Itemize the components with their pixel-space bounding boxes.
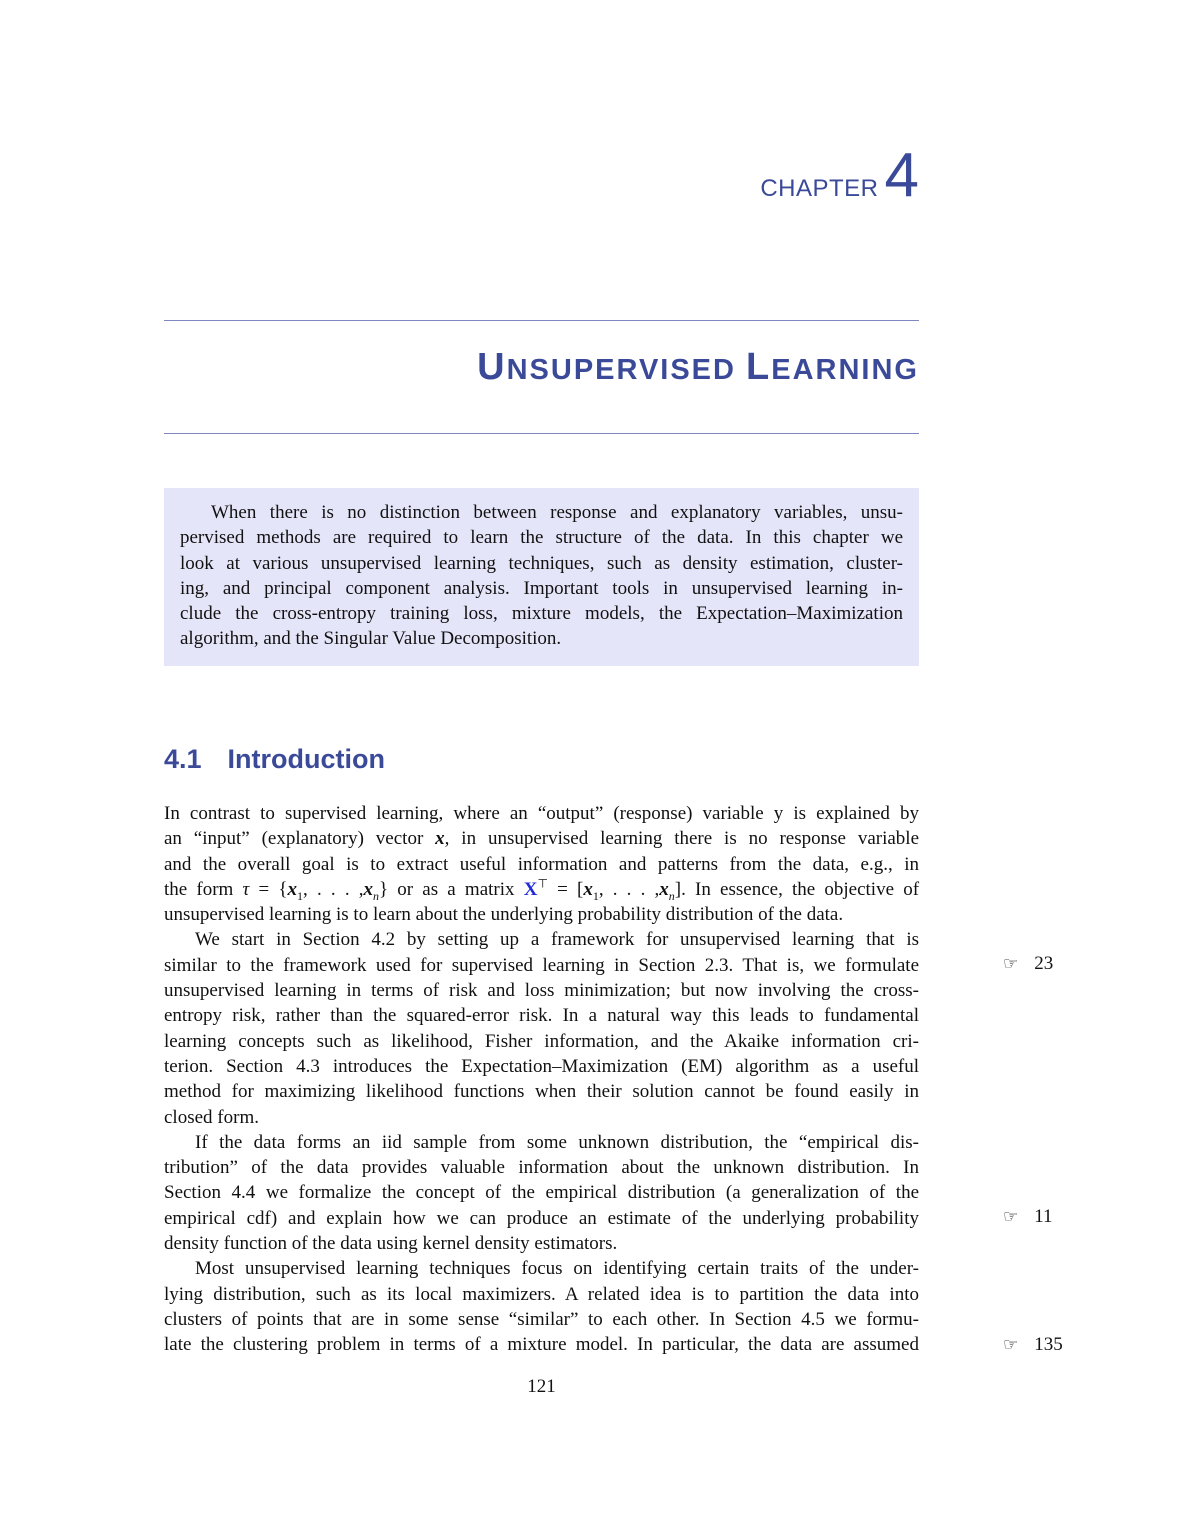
body-text (164, 801, 919, 1358)
abstract-line: look at various unsupervised learning techniques, such as density estimation, cluster- (180, 552, 903, 574)
abstract-line: ing, and principal component analysis. Important tools in unsupervised learning in- (180, 577, 903, 599)
body-line: clusters of points that are in some sense “similar” to each other. In Section 4.5 we formu- (164, 1308, 919, 1330)
body-line: an “input” (explanatory) vector x, in unsupervised learning there is no response variable (164, 828, 920, 850)
body-line: terion. Section 4.3 introduces the Expectation–Maximization (EM) algorithm as a useful (164, 1055, 919, 1077)
pointing-hand-icon: ☞ (1003, 954, 1019, 974)
body-line: entropy risk, rather than the squared-error risk. In a natural way this leads to fundamental (164, 1005, 919, 1027)
body-line: In contrast to supervised learning, where an “output” (response) variable y is explained by (164, 803, 919, 824)
body-line: unsupervised learning in terms of risk and loss minimization; but now involving the cross- (164, 980, 919, 1002)
body-line: the form $\tau = \{x_1$, . . . $,x_n$} or as a matrix $X^⊤ = [x_1$, . . . $,x_n$]. In essence, the objective of (164, 876, 920, 903)
abstract-line: algorithm, and the Singular Value Decomposition. (180, 628, 562, 650)
margin-note: ☞ 135 (1003, 1334, 1063, 1355)
body-line: If the data forms an iid sample from some unknown distribution, the “empirical dis- (195, 1131, 919, 1153)
body-line: closed form. (164, 1106, 259, 1128)
margin-note: ☞ 23 (1003, 953, 1054, 974)
body-line: Most unsupervised learning techniques focus on identifying certain traits of the under- (195, 1258, 919, 1280)
body-line: Section 4.4 we formalize the concept of the empirical distribution (a generalization of the (164, 1182, 919, 1204)
body-line: empirical cdf) and explain how we can produce an estimate of the underlying probability (164, 1207, 919, 1229)
body-line: density function of the data using kernel density estimators. (164, 1233, 618, 1255)
page-number: 121 (527, 1376, 556, 1397)
pointing-hand-icon: ☞ (1003, 1207, 1019, 1227)
bottom-rule (164, 433, 919, 434)
abstract-line: pervised methods are required to learn the structure of the data. In this chapter we (180, 527, 903, 549)
body-line: lying distribution, such as its local maximizers. A related idea is to partition the data into (164, 1283, 919, 1305)
body-line: tribution” of the data provides valuable information about the unknown distribution. In (164, 1157, 919, 1179)
top-rule (164, 320, 919, 321)
body-line: We start in Section 4.2 by setting up a framework for unsupervised learning that is (195, 929, 919, 951)
body-line: unsupervised learning is to learn about the underlying probability distribution of the data. (164, 904, 844, 926)
chapter-abstract (164, 488, 919, 666)
body-line: method for maximizing likelihood functions when their solution cannot be found easily in (164, 1081, 919, 1103)
body-line: late the clustering problem in terms of a mixture model. In particular, the data are assumed (164, 1334, 919, 1356)
chapter-number: 4 (884, 141, 919, 210)
body-line: learning concepts such as likelihood, Fisher information, and the Akaike information cri- (164, 1030, 919, 1052)
abstract-line: clude the cross-entropy training loss, mixture models, the Expectation–Maximization (180, 603, 903, 625)
chapter-heading (760, 140, 919, 211)
margin-note: ☞ 11 (1003, 1206, 1053, 1227)
section-heading: 4.1 Introduction (164, 744, 386, 774)
chapter-title: UNSUPERVISED LEARNING (477, 346, 919, 388)
body-line: similar to the framework used for supervised learning in Section 2.3. That is, we formulate (164, 954, 919, 976)
pointing-hand-icon: ☞ (1003, 1335, 1019, 1355)
body-line: and the overall goal is to extract useful information and patterns from the data, e.g., in (164, 853, 919, 875)
abstract-line: When there is no distinction between response and explanatory variables, unsu- (211, 502, 903, 523)
chapter-label: CHAPTER (760, 175, 879, 202)
